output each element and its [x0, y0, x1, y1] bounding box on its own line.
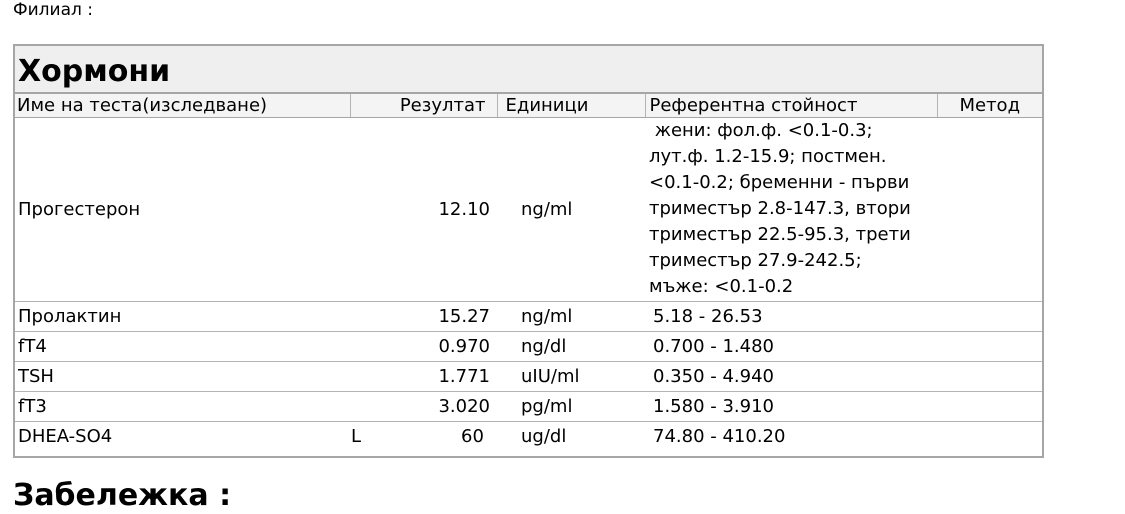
table-row: [15, 301, 1042, 331]
reference-line: жени: фол.ф. <0.1-0.3;: [649, 120, 873, 142]
test-name: Прогестерон: [15, 118, 350, 301]
test-name: fT3: [15, 391, 350, 421]
reference-line: лут.ф. 1.2-15.9; постмен.: [649, 146, 887, 168]
test-method: [937, 421, 1042, 451]
column-header-name: Име на теста(изследване): [15, 94, 350, 118]
test-result: [350, 301, 497, 331]
test-units: uIU/ml: [497, 361, 645, 391]
test-reference: 1.580 - 3.910: [645, 391, 937, 421]
test-name: DHEA-SO4: [18, 425, 113, 447]
results-table: [15, 118, 1042, 451]
reference-line: мъже: <0.1-0.2: [649, 276, 794, 298]
reference-line: триместър 27.9-242.5;: [649, 250, 862, 272]
test-units: ng/ml: [497, 118, 645, 301]
section-title: Хормони: [18, 54, 171, 89]
remarks-heading: Забележка :: [13, 478, 232, 513]
column-header-units: Единици: [497, 94, 645, 118]
test-result: [350, 421, 497, 451]
test-method: [937, 301, 1042, 331]
branch-label: Филиал :: [13, 0, 94, 20]
test-reference: 0.700 - 1.480: [645, 331, 937, 361]
test-reference: 5.18 - 26.53: [645, 301, 937, 331]
result-value: 3.020: [438, 395, 490, 417]
reference-line: триместър 22.5-95.3, трети: [649, 224, 911, 246]
table-row: [15, 331, 1042, 361]
test-method: [937, 118, 1042, 301]
column-header-reference: Референтна стойност: [645, 94, 937, 118]
test-result: [350, 391, 497, 421]
test-method: [937, 331, 1042, 361]
result-value: 1.771: [438, 365, 490, 387]
result-value: 60: [461, 425, 484, 447]
section-title-bar: [15, 46, 1042, 94]
header-row: [15, 94, 1042, 118]
reference-line: триместър 2.8-147.3, втори: [649, 198, 911, 220]
table-row: [15, 421, 1042, 451]
test-units: ng/dl: [497, 331, 645, 361]
result-value: 15.27: [438, 305, 490, 327]
test-method: [937, 361, 1042, 391]
test-units: ug/dl: [521, 425, 567, 447]
result-value: 0.970: [438, 335, 490, 357]
column-header-result: Резултат: [350, 94, 497, 118]
test-result: [350, 118, 497, 301]
test-units: ng/ml: [497, 301, 645, 331]
test-method: [937, 391, 1042, 421]
results-header: [15, 94, 1042, 118]
test-name: fT4: [15, 331, 350, 361]
test-reference: 74.80 - 410.20: [653, 425, 786, 447]
table-row: [15, 391, 1042, 421]
hormones-section: [13, 44, 1044, 458]
test-result: [350, 361, 497, 391]
test-reference: [645, 118, 937, 301]
test-reference: 0.350 - 4.940: [645, 361, 937, 391]
test-name: Пролактин: [15, 301, 350, 331]
column-header-method: Метод: [937, 94, 1042, 118]
result-flag: L: [351, 425, 362, 447]
test-name: TSH: [15, 361, 350, 391]
test-result: [350, 331, 497, 361]
test-units: pg/ml: [497, 391, 645, 421]
table-row: [15, 361, 1042, 391]
table-row: [15, 118, 1042, 301]
result-value: 12.10: [438, 198, 490, 220]
reference-line: <0.1-0.2; бременни - първи: [649, 172, 910, 194]
